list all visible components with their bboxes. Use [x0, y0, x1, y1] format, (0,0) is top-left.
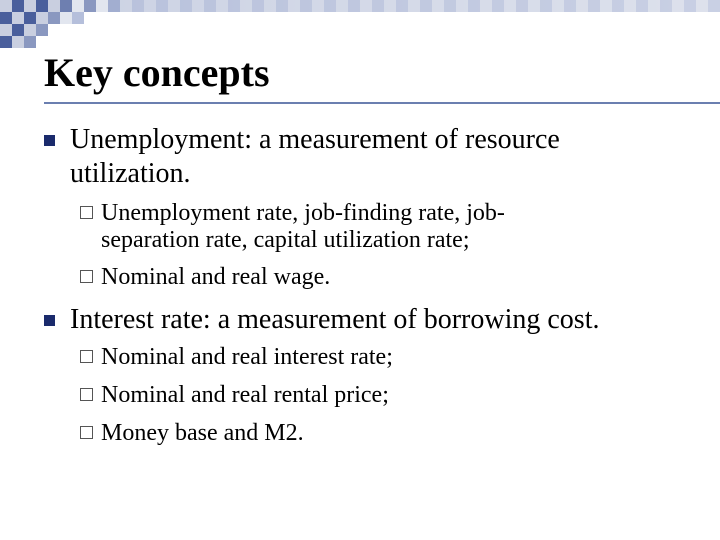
bullet-text: Unemployment: a measurement of resource	[70, 124, 560, 155]
subitem-text: Unemployment rate, job-finding rate, job-	[101, 200, 505, 226]
checkered-header-decoration	[0, 0, 720, 48]
hollow-square-bullet-icon	[80, 270, 93, 283]
subitem-text-continuation: separation rate, capital utilization rate;	[101, 227, 470, 253]
subitem-text: Money base and M2.	[101, 420, 304, 446]
square-bullet-icon	[44, 315, 55, 326]
bullet-text-continuation: utilization.	[70, 158, 191, 189]
slide-title: Key concepts	[44, 50, 270, 95]
hollow-square-bullet-icon	[80, 206, 93, 219]
subitem-text: Nominal and real interest rate;	[101, 344, 393, 370]
hollow-square-bullet-icon	[80, 426, 93, 439]
square-bullet-icon	[44, 135, 55, 146]
hollow-square-bullet-icon	[80, 388, 93, 401]
subitem-text: Nominal and real rental price;	[101, 382, 389, 408]
hollow-square-bullet-icon	[80, 350, 93, 363]
bullet-text: Interest rate: a measurement of borrowing cost.	[70, 304, 600, 335]
title-underline-rule	[44, 102, 720, 104]
subitem-text: Nominal and real wage.	[101, 264, 331, 290]
